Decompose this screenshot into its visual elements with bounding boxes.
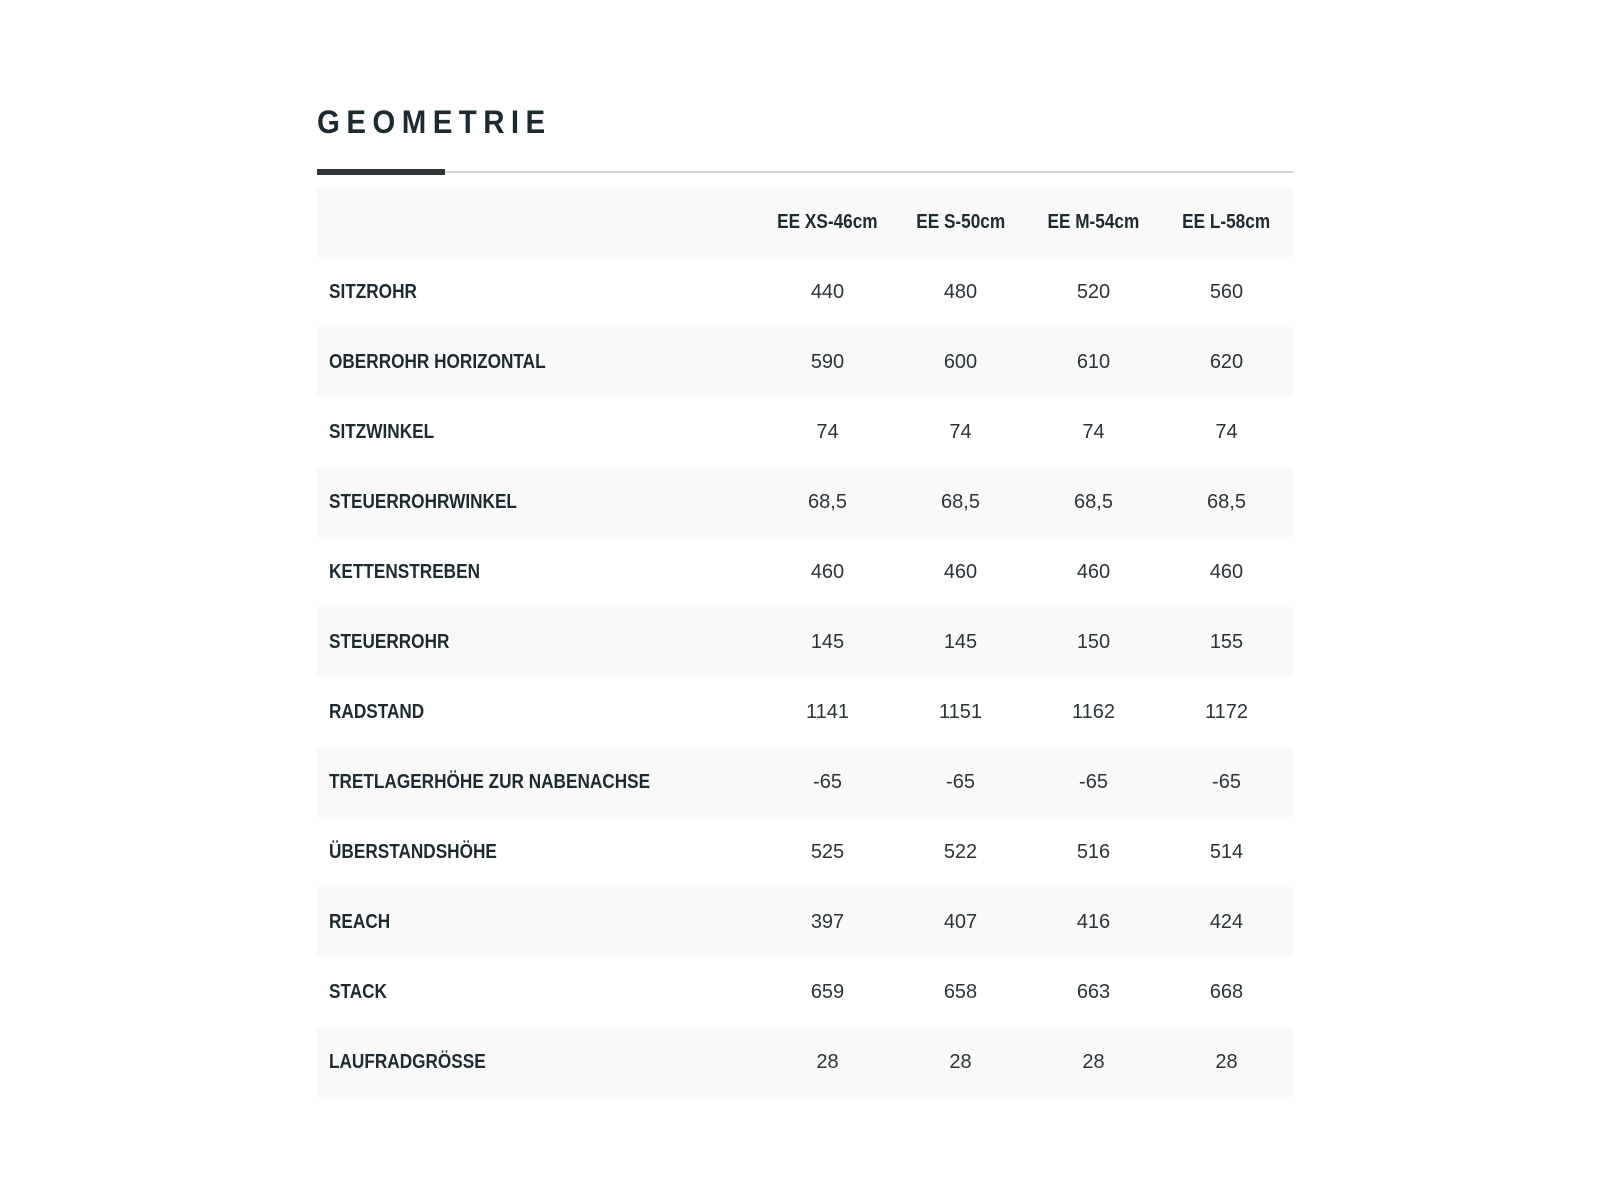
- row-label: ÜBERSTANDSHÖHE: [329, 840, 497, 863]
- cell-value: 1141: [805, 700, 849, 723]
- table-row: [317, 607, 1293, 677]
- cell-value: 620: [1160, 327, 1293, 397]
- cell-value: 440: [810, 280, 845, 303]
- table-row: [317, 327, 1293, 397]
- cell-value: 68,5: [1027, 467, 1160, 537]
- cell-value: -65: [761, 747, 894, 817]
- cell-value: 407: [894, 887, 1027, 957]
- table-header-row: [317, 187, 1293, 257]
- cell-value: 68,5: [894, 467, 1027, 537]
- cell-value: 516: [1076, 840, 1111, 863]
- row-label: STACK: [329, 980, 387, 1003]
- title-divider: [317, 171, 1293, 173]
- table-row: [317, 747, 1293, 817]
- cell-value: 74: [1215, 420, 1238, 443]
- row-label: SITZROHR: [329, 280, 417, 303]
- row-label: STEUERROHR: [317, 607, 761, 677]
- cell-value: 416: [1027, 887, 1160, 957]
- row-label: KETTENSTREBEN: [329, 560, 480, 583]
- cell-value: 28: [1027, 1027, 1160, 1097]
- cell-value: 74: [949, 420, 972, 443]
- cell-value: 522: [943, 840, 978, 863]
- row-label: LAUFRADGRÖSSE: [317, 1027, 761, 1097]
- geometry-table: [317, 187, 1293, 1097]
- cell-value: 28: [1160, 1027, 1293, 1097]
- cell-value: 28: [894, 1027, 1027, 1097]
- cell-value: 68,5: [1160, 467, 1293, 537]
- size-column-header: EE M-54cm: [1027, 187, 1160, 257]
- size-column-header: EE XS-46cm: [761, 187, 894, 257]
- cell-value: 460: [1209, 560, 1244, 583]
- cell-value: 145: [761, 607, 894, 677]
- cell-value: 155: [1160, 607, 1293, 677]
- table-row: [317, 1027, 1293, 1097]
- table-row: [317, 957, 1293, 1027]
- cell-value: 460: [1076, 560, 1111, 583]
- cell-value: 397: [761, 887, 894, 957]
- cell-value: 1151: [938, 700, 982, 723]
- cell-value: 74: [1082, 420, 1105, 443]
- cell-value: 610: [1027, 327, 1160, 397]
- row-label: RADSTAND: [329, 700, 425, 723]
- cell-value: 560: [1209, 280, 1244, 303]
- cell-value: 460: [810, 560, 845, 583]
- cell-value: 74: [816, 420, 839, 443]
- cell-value: 1172: [1204, 700, 1248, 723]
- cell-value: 1162: [1071, 700, 1115, 723]
- cell-value: 150: [1027, 607, 1160, 677]
- table-row: [317, 677, 1293, 747]
- section-title: GEOMETRIE: [317, 104, 552, 140]
- cell-value: 658: [943, 980, 978, 1003]
- cell-value: 68,5: [761, 467, 894, 537]
- table-row: [317, 817, 1293, 887]
- row-label: OBERROHR HORIZONTAL: [317, 327, 761, 397]
- header-empty-cell: [317, 187, 761, 257]
- cell-value: -65: [894, 747, 1027, 817]
- row-label: TRETLAGERHÖHE ZUR NABENACHSE: [317, 747, 761, 817]
- row-label: SITZWINKEL: [329, 420, 435, 443]
- cell-value: 659: [810, 980, 845, 1003]
- title-accent-bar: [317, 169, 445, 175]
- cell-value: 514: [1209, 840, 1244, 863]
- table-row: [317, 257, 1293, 327]
- size-column-header: EE L-58cm: [1160, 187, 1293, 257]
- cell-value: 525: [810, 840, 845, 863]
- size-column-header: EE S-50cm: [894, 187, 1027, 257]
- cell-value: 480: [943, 280, 978, 303]
- table-row: [317, 397, 1293, 467]
- cell-value: -65: [1160, 747, 1293, 817]
- row-label: REACH: [317, 887, 761, 957]
- cell-value: 460: [943, 560, 978, 583]
- cell-value: 145: [894, 607, 1027, 677]
- table-row: [317, 887, 1293, 957]
- cell-value: 600: [894, 327, 1027, 397]
- cell-value: 590: [761, 327, 894, 397]
- table-row: [317, 467, 1293, 537]
- cell-value: 520: [1076, 280, 1111, 303]
- cell-value: 663: [1076, 980, 1111, 1003]
- cell-value: 424: [1160, 887, 1293, 957]
- row-label: STEUERROHRWINKEL: [317, 467, 761, 537]
- cell-value: 28: [761, 1027, 894, 1097]
- geometry-section: [317, 96, 1293, 1097]
- cell-value: -65: [1027, 747, 1160, 817]
- cell-value: 668: [1209, 980, 1244, 1003]
- table-row: [317, 537, 1293, 607]
